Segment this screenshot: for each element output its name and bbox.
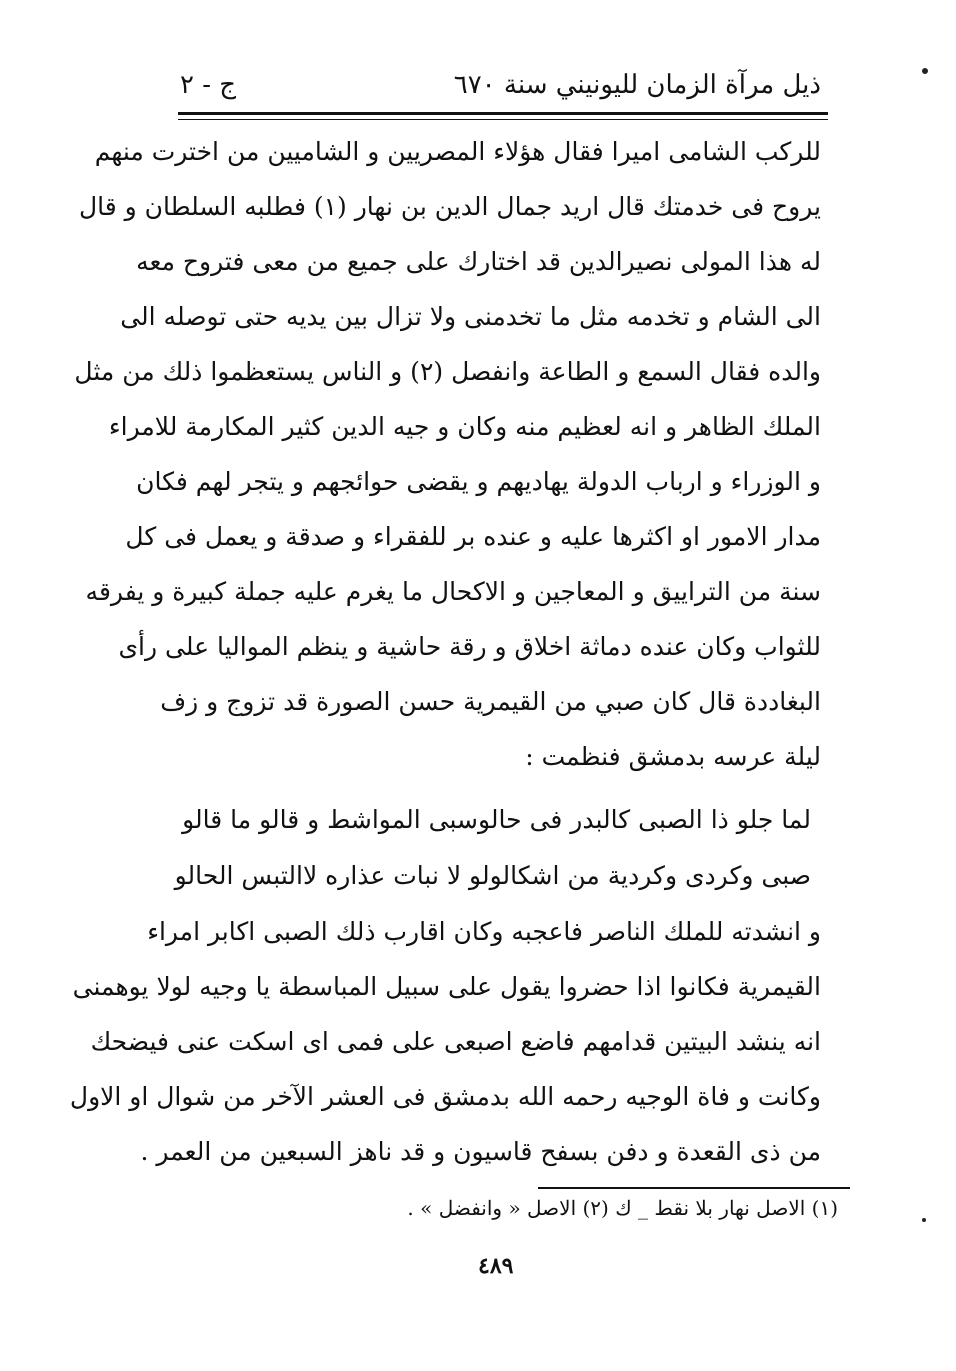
header-rule-thin <box>178 119 828 120</box>
verse-first-hemistich: صبى وكردى وكردية من اشكالو <box>489 861 811 890</box>
text-line: وكانت و فاة الوجيه رحمه الله بدمشق فى العشر الآخر من شوال او الاول <box>69 1082 821 1111</box>
text-line: انه ينشد البيتين قدامهم فاضع اصبعى على فمى اى اسكت عنى فيضحك <box>90 1027 821 1056</box>
text-line: للثواب وكان عنده دماثة اخلاق و رقة حاشية و ينظم المواليا على رأى <box>118 632 821 661</box>
text-line: ليلة عرسه بدمشق فنظمت : <box>525 742 821 771</box>
footnote-rule <box>538 1187 850 1189</box>
text-line: و الوزراء و ارباب الدولة يهاديهم و يقضى حوائجهم و يتجر لهم فكان <box>136 467 821 496</box>
running-header <box>180 52 821 100</box>
verse-line <box>182 792 811 848</box>
text-line: من ذى القعدة و دفن بسفح قاسيون و قد ناهز السبعين من العمر . <box>140 1137 821 1166</box>
verse-second-hemistich: سبى المواشط و قالو ما قالو <box>182 805 479 834</box>
text-line: و انشدته للملك الناصر فاعجبه وكان اقارب ذلك الصبى اكابر امراء <box>147 917 821 946</box>
poem-verses <box>174 792 811 904</box>
text-line: له هذا المولى نصيرالدين قد اختارك على جميع من معى فتروح معه <box>136 247 821 276</box>
text-line: الى الشام و تخدمه مثل ما تخدمنى ولا تزال بين يديه حتى توصله الى <box>120 302 821 331</box>
main-paragraph <box>74 124 821 784</box>
text-line: والده فقال السمع و الطاعة وانفصل (٢) و الناس يستعظموا ذلك من مثل <box>74 357 821 386</box>
text-line: الملك الظاهر و انه لعظيم منه وكان و جيه الدين كثير المكارمة للامراء <box>108 412 821 441</box>
footnote: (١) الاصل نهار بلا نقط _ ك (٢) الاصل « وانفضل » . <box>407 1196 838 1220</box>
closing-paragraph <box>69 904 821 1179</box>
text-line: القيمرية فكانوا اذا حضروا يقول على سبيل المباسطة يا وجيه لولا يوهمنى <box>72 972 821 1001</box>
verse-second-hemistich: لو لا نبات عذاره لاالتبس الحالو <box>174 861 490 890</box>
scan-speck <box>922 68 928 74</box>
text-line: البغاددة قال كان صبي من القيمرية حسن الصورة قد تزوج و زف <box>160 687 821 716</box>
header-volume: ج - ٢ <box>180 70 237 100</box>
text-line: مدار الامور او اكثرها عليه و عنده بر للفقراء و صدقة و يعمل فى كل <box>125 522 821 551</box>
header-rule-thick <box>178 112 828 115</box>
verse-first-hemistich: لما جلو ذا الصبى كالبدر فى حالو <box>478 805 811 834</box>
page-number: ٤٨٩ <box>478 1253 514 1279</box>
scan-speck <box>922 1218 926 1222</box>
text-line: سنة من التراييق و المعاجين و الاكحال ما يغرم عليه جملة كبيرة و يفرقه <box>85 577 821 606</box>
text-line: يروح فى خدمتك قال اريد جمال الدين بن نهار (١) فطلبه السلطان و قال <box>78 192 821 221</box>
verse-line <box>174 848 811 904</box>
header-title: ذيل مرآة الزمان لليونيني سنة ٦٧٠ <box>453 70 821 100</box>
text-line: للركب الشامى اميرا فقال هؤلاء المصريين و الشاميين من اخترت منهم <box>94 137 821 166</box>
